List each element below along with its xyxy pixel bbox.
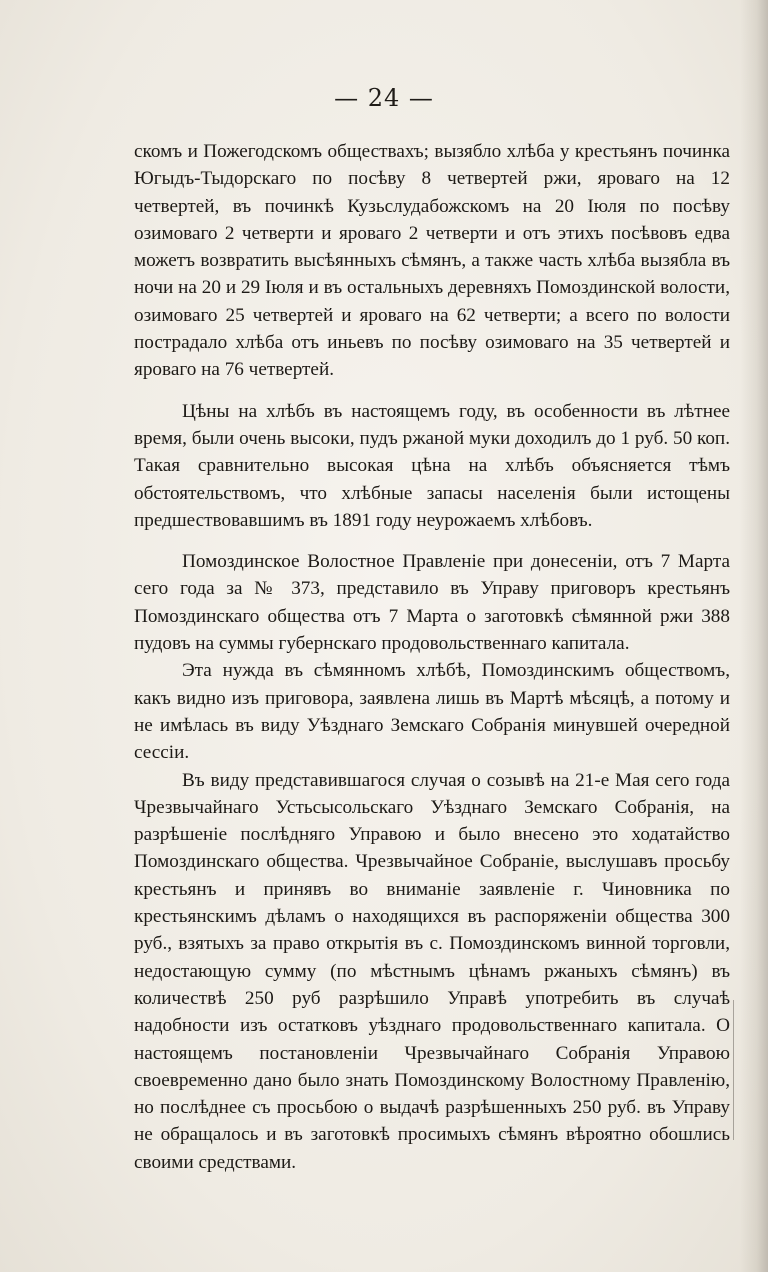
paragraph-4: Эта нужда въ сѣмянномъ хлѣбѣ, Помоздинскимъ обществомъ, какъ видно изъ приговора, заявлена лишь въ Мартѣ мѣсяцѣ, а потому и не имѣлась въ виду Уѣзднаго Земскаго Собранія минувшей очередной сессіи. [134, 660, 730, 764]
paragraph-2: Цѣны на хлѣбъ въ настоящемъ году, въ особенности въ лѣтнее время, были очень высоки, пудъ ржаной муки доходилъ до 1 руб. 50 коп. Такая сравнительно высокая цѣна на хлѣбъ объясняется тѣмъ обстоятельствомъ, что хлѣбные запасы населенія были истощены предшествовавшимъ въ 1891 году неурожаемъ хлѣбовъ. [134, 400, 730, 531]
paragraph-3: Помоздинское Волостное Правленіе при донесеніи, отъ 7 Марта сего года за № 373, представило въ Управу приговоръ крестьянъ Помоздинскаго общества отъ 7 Марта о заготовкѣ сѣмянной ржи 388 пудовъ на суммы губернскаго продовольственнаго капитала. [134, 551, 730, 655]
paragraph-1: скомъ и Пожегодскомъ обществахъ; вызябло хлѣба у крестьянъ починка Югыдъ-Тыдорскаго по посѣву 8 четвертей ржи, яроваго на 12 четвертей, въ починкѣ Кузьслудабожскомъ на 20 Іюля по посѣву озимоваго 2 четверти и яроваго 2 четверти и отъ этихъ посѣвовъ едва можетъ возвратить высѣянныхъ сѣмянъ, а также часть хлѣба вызябла въ ночи на 20 и 29 Іюля и въ остальныхъ деревняхъ Помоздинской волости, озимоваго 25 четвертей и яроваго на 62 четверти; а всего по волости пострадало хлѣба отъ иньевъ по посѣву озимоваго на 35 четвертей и яроваго на 76 четвертей. [134, 141, 730, 381]
page-body-text [134, 138, 730, 1176]
page-number: — 24 — [334, 84, 434, 112]
margin-rule [733, 1000, 734, 1140]
spine-shadow [740, 0, 768, 1272]
paragraph-5: Въ виду представившагося случая о созывѣ на 21-е Мая сего года Чрезвычайнаго Устьсысольскаго Уѣзднаго Земскаго Собранія, на разрѣшеніе послѣдняго Управою и было внесено это ходатайство Помоздинскаго общества. Чрезвычайное Собраніе, выслушавъ просьбу крестьянъ и принявъ во вниманіе заявленіе г. Чиновника по крестьянскимъ дѣламъ о находящихся въ распоряженіи общества 300 руб., взятыхъ за право открытія въ с. Помоздинскомъ винной торговли, недостающую сумму (по мѣстнымъ цѣнамъ ржаныхъ сѣмянъ) въ количествѣ 250 руб разрѣшило Управѣ употребить въ случаѣ надобности изъ остатковъ уѣзднаго продовольственнаго капитала. О настоящемъ постановленіи Чрезвычайнаго Собранія Управою своевременно дано было знать Помоздинскому Волостному Правленію, но послѣднее съ просьбою о выдачѣ разрѣшенныхъ 250 руб. въ Управу не обращалось и въ заготовкѣ просимыхъ сѣмянъ вѣроятно обошлись своими средствами. [134, 769, 730, 1173]
